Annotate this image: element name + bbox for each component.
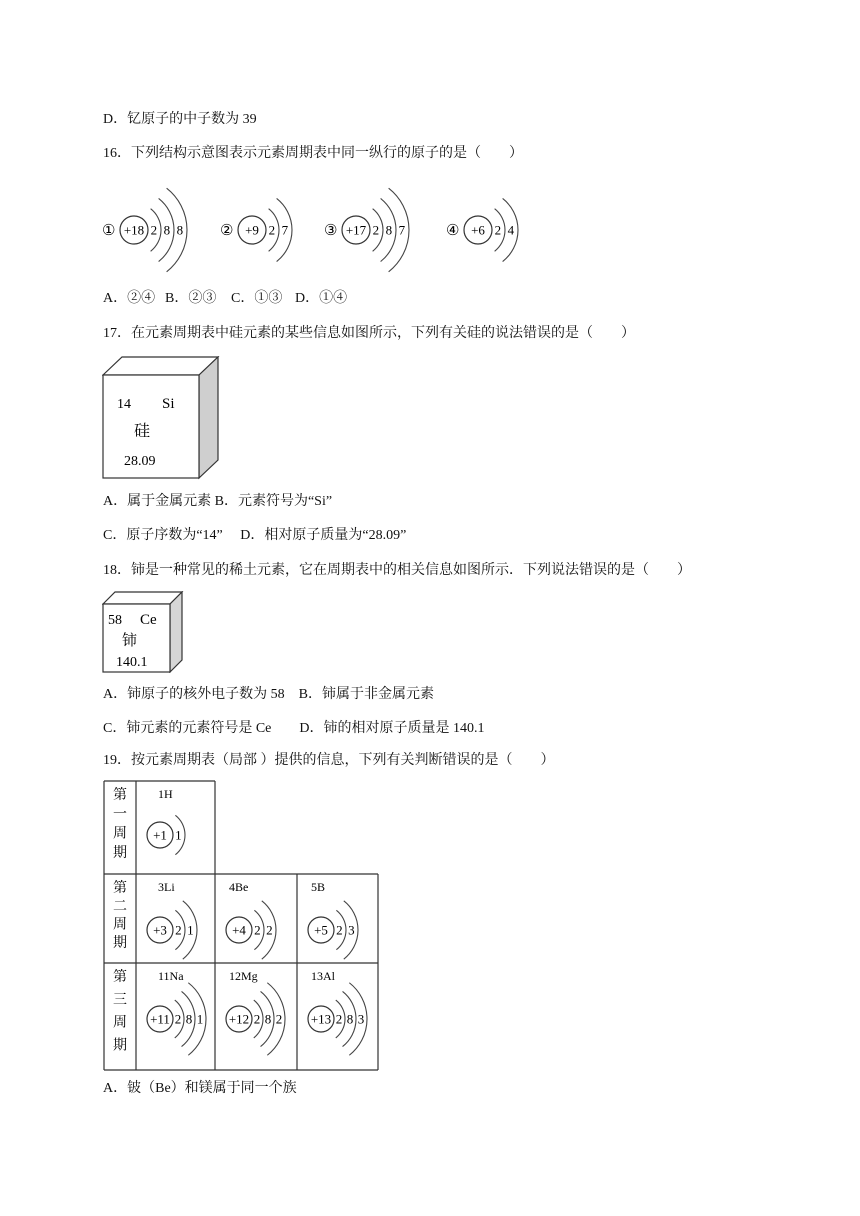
- atom-index: ③: [324, 223, 338, 239]
- nucleus-charge: +3: [153, 922, 167, 938]
- atom-index: ①: [102, 223, 116, 239]
- element-name: 13Al: [311, 969, 335, 983]
- atom-index: ②: [220, 223, 234, 239]
- period-row-3: [113, 969, 367, 1055]
- electron-count: 8: [385, 222, 393, 238]
- electron-count: 2: [275, 1011, 283, 1027]
- atom-diagram-2: [220, 198, 292, 261]
- period-label-char: 期: [113, 935, 127, 951]
- q16-stem: 16．下列结构示意图表示元素周期表中同一纵行的原子的是（ ）: [103, 146, 523, 161]
- ce-mass: 140.1: [116, 655, 148, 670]
- period-label-char: 二: [113, 899, 127, 915]
- silicon-element-card: [102, 356, 222, 485]
- period-label-char: 第: [113, 970, 127, 985]
- period-label-char: 第: [113, 788, 127, 803]
- period-label-char: 一: [113, 807, 127, 823]
- electron-count: 2: [336, 922, 343, 938]
- electron-count: 2: [253, 1011, 261, 1027]
- electron-count: 1: [187, 922, 194, 938]
- atom-diagram-4: [446, 198, 518, 261]
- q18-line1: A．铈原子的核外电子数为 58 B．铈属于非金属元素: [103, 687, 434, 702]
- element-cell-1H: [147, 787, 185, 855]
- period-label-char: 周: [113, 826, 127, 842]
- element-cell-12Mg: [226, 969, 285, 1055]
- electron-count: 8: [185, 1011, 193, 1027]
- electron-count: 7: [281, 222, 289, 238]
- element-cell-5B: [308, 880, 358, 959]
- electron-count: 3: [357, 1011, 365, 1027]
- atom-structure-diagrams: [100, 176, 530, 276]
- period-label-char: 期: [113, 1038, 127, 1054]
- electron-count: 2: [494, 222, 502, 238]
- cerium-element-card: [102, 591, 186, 678]
- card-side-face: [199, 357, 218, 478]
- ce-name: 铈: [122, 633, 138, 649]
- electron-count: 8: [176, 222, 184, 238]
- nucleus-charge: +5: [314, 922, 328, 938]
- period-label-char: 三: [113, 992, 127, 1008]
- q17-line1: A．属于金属元素 B．元素符号为“Si”: [103, 494, 333, 509]
- period-row-1: [113, 787, 185, 861]
- electron-count: 2: [372, 222, 380, 238]
- q17-stem: 17．在元素周期表中硅元素的某些信息如图所示，下列有关硅的说法错误的是（ ）: [103, 326, 635, 341]
- electron-count: 2: [266, 922, 273, 938]
- nucleus-charge: +13: [310, 1011, 332, 1027]
- electron-count: 2: [175, 922, 182, 938]
- period-label-char: 期: [113, 845, 127, 861]
- q16-option-d: D．①④: [295, 291, 348, 306]
- q16-option-c: C．①③: [231, 291, 283, 306]
- element-cell-11Na: [147, 969, 206, 1055]
- q18-stem: 18．铈是一种常见的稀土元素，它在周期表中的相关信息如图所示．下列说法错误的是（ ）: [103, 563, 691, 578]
- si-name: 硅: [134, 423, 151, 440]
- nucleus-charge: +17: [345, 222, 367, 238]
- q16-options: [103, 290, 347, 308]
- nucleus-charge: +18: [123, 222, 145, 238]
- si-atomic-number: 14: [117, 397, 131, 412]
- electron-count: 2: [254, 922, 261, 938]
- atom-index: ④: [446, 223, 460, 239]
- card-top-face: [103, 592, 182, 604]
- nucleus-charge: +9: [245, 222, 259, 238]
- element-name: 5B: [311, 880, 326, 894]
- element-name: 3Li: [158, 880, 175, 894]
- q15-option-d: D．钇原子的中子数为 39: [103, 112, 257, 127]
- ce-atomic-number: 58: [108, 613, 122, 628]
- element-name: 12Mg: [229, 969, 258, 983]
- electron-count: 8: [163, 222, 171, 238]
- electron-count: 8: [346, 1011, 354, 1027]
- element-cell-3Li: [147, 880, 197, 959]
- electron-count: 4: [507, 222, 515, 238]
- period-label-char: 第: [113, 881, 127, 896]
- q18-line2: C．铈元素的元素符号是 Ce D．铈的相对原子质量是 140.1: [103, 721, 485, 736]
- electron-count: 8: [264, 1011, 272, 1027]
- nucleus-charge: +4: [232, 922, 246, 938]
- electron-count: 2: [268, 222, 276, 238]
- electron-count: 2: [174, 1011, 182, 1027]
- card-top-face: [103, 357, 218, 375]
- nucleus-charge: +12: [228, 1011, 250, 1027]
- ce-symbol: Ce: [140, 612, 157, 628]
- nucleus-charge: +11: [150, 1011, 170, 1027]
- q19-stem: 19．按元素周期表（局部 ）提供的信息，下列有关判断错误的是（ ）: [103, 753, 555, 768]
- element-name: 4Be: [229, 880, 249, 894]
- electron-count: 3: [348, 922, 355, 938]
- q19-option-a: A．铍（Be）和镁属于同一个族: [103, 1081, 297, 1096]
- element-cell-13Al: [308, 969, 367, 1055]
- period-label-char: 周: [113, 1015, 127, 1031]
- q16-option-a: A．②④: [103, 291, 156, 306]
- nucleus-charge: +1: [153, 827, 167, 843]
- element-name: 1H: [158, 787, 173, 801]
- q17-line2: C．原子序数为“14” D．相对原子质量为“28.09”: [103, 528, 407, 543]
- atom-diagram-1: [102, 188, 187, 272]
- electron-count: 7: [398, 222, 406, 238]
- period-row-2: [113, 880, 358, 959]
- si-symbol: Si: [162, 396, 175, 412]
- q16-option-b: B．②③: [165, 291, 217, 306]
- element-cell-4Be: [226, 880, 276, 959]
- electron-count: 1: [196, 1011, 204, 1027]
- electron-count: 2: [335, 1011, 343, 1027]
- electron-count: 2: [150, 222, 158, 238]
- si-mass: 28.09: [124, 454, 156, 469]
- card-side-face: [170, 592, 182, 672]
- periodic-table-excerpt: [103, 780, 379, 1072]
- nucleus-charge: +6: [471, 222, 485, 238]
- period-label-char: 周: [113, 917, 127, 933]
- electron-count: 1: [175, 827, 182, 843]
- atom-diagram-3: [324, 188, 409, 272]
- element-name: 11Na: [158, 969, 184, 983]
